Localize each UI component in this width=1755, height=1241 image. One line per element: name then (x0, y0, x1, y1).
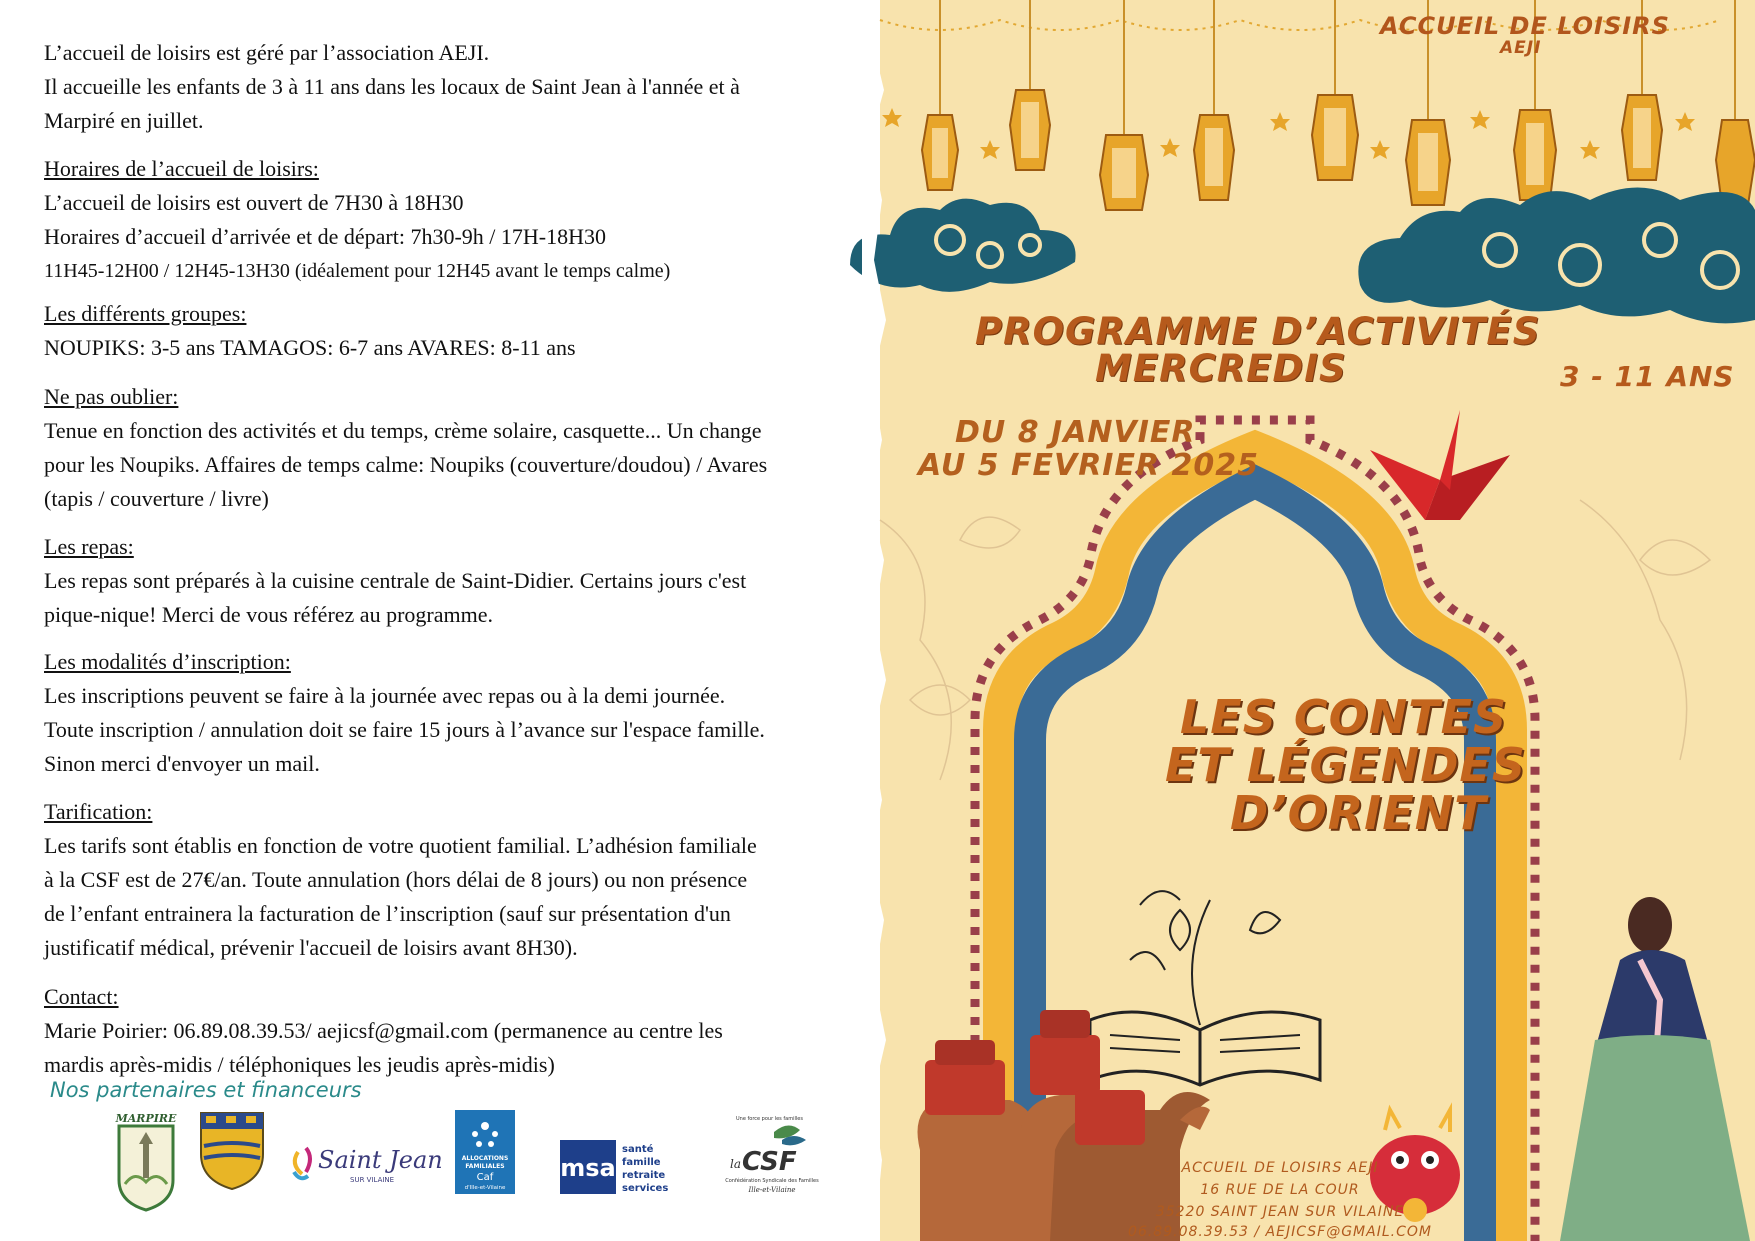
oublier-section (44, 380, 874, 516)
csf-logo (722, 1110, 822, 1204)
saint-jean-label: Saint Jean (318, 1146, 443, 1174)
poster-date-end: AU 5 FEVRIER 2025 (918, 448, 1259, 483)
horaires-line: Horaires d’accueil d’arrivée et de départ: 7h30-9h / 17H-18H30 (44, 224, 606, 249)
msa-word: santé (622, 1144, 654, 1155)
partners-title: Nos partenaires et financeurs (50, 1078, 362, 1102)
caf-line3: Caf (476, 1172, 494, 1183)
msa-word: services (622, 1183, 669, 1194)
tarification-line: Les tarifs sont établis en fonction de votre quotient familial. L’adhésion familiale (44, 833, 757, 858)
marpire-logo (115, 1110, 177, 1214)
groupes-heading: Les différents groupes: (44, 301, 247, 326)
poster-header: ACCUEIL DE LOISIRS (1380, 12, 1670, 40)
tarification-heading: Tarification: (44, 799, 153, 824)
csf-le: la (730, 1157, 741, 1171)
repas-line: Les repas sont préparés à la cuisine centrale de Saint-Didier. Certains jours c'est (44, 568, 747, 593)
poster-header-sub: AEJI (1500, 38, 1542, 58)
inscription-line: Les inscriptions peuvent se faire à la journée avec repas ou à la demi journée. (44, 683, 726, 708)
inscription-line: Toute inscription / annulation doit se faire 15 jours à l’avance sur l'espace famille. (44, 717, 765, 742)
open-book-icon (1090, 891, 1320, 1085)
inscription-heading: Les modalités d’inscription: (44, 649, 291, 674)
oublier-heading: Ne pas oublier: (44, 384, 179, 409)
lantern-icon (1010, 0, 1050, 170)
contact-heading: Contact: (44, 984, 119, 1009)
poster-address-line: 16 RUE DE LA COUR (1200, 1182, 1360, 1198)
saint-jean-sub: SUR VILAINE (350, 1176, 395, 1184)
horaires-section (44, 152, 874, 288)
lantern-icon (1100, 0, 1148, 210)
tarification-line: de l’enfant entrainera la facturation de l’inscription (sauf sur présentation d'un (44, 901, 731, 926)
saint-jean-logo (288, 1138, 443, 1188)
msa-word: retraite (622, 1170, 666, 1181)
poster-panel (880, 0, 1755, 1241)
poster-title: PROGRAMME D’ACTIVITÉS (975, 310, 1541, 353)
msa-logo (560, 1140, 680, 1194)
shield-logo (198, 1110, 266, 1192)
poster-address-line: 06.89.08.39.53 / AEJICSF@GMAIL.COM (1128, 1224, 1432, 1240)
csf-tag: Une force pour les familles (736, 1116, 803, 1122)
oublier-line: Tenue en fonction des activités et du temps, crème solaire, casquette... Un change (44, 418, 762, 443)
repas-line: pique-nique! Merci de vous référez au programme. (44, 602, 493, 627)
poster-age-range: 3 - 11 ANS (1560, 360, 1735, 393)
contact-section (44, 980, 874, 1082)
lantern-icon (1312, 0, 1358, 180)
poster-address-line: 35220 SAINT JEAN SUR VILAINE (1155, 1204, 1405, 1220)
poster-theme-line: D’ORIENT (1230, 786, 1487, 840)
woman-figure-icon (1560, 897, 1750, 1241)
caf-logo (455, 1110, 515, 1194)
csf-region: Ille-et-Vilaine (748, 1186, 796, 1194)
horaires-line: L’accueil de loisirs est ouvert de 7H30 à 18H30 (44, 190, 464, 215)
poster-theme-line: LES CONTES (1180, 690, 1508, 744)
intro-line: L’accueil de loisirs est géré par l’association AEJI. (44, 40, 490, 65)
cloud-right-icon (1358, 188, 1755, 324)
inscription-line: Sinon merci d'envoyer un mail. (44, 751, 320, 776)
intro-line: Il accueille les enfants de 3 à 11 ans dans les locaux de Saint Jean à l'année et à (44, 74, 740, 99)
tarification-line: justificatif médical, prévenir l'accueil de loisirs avant 8H30). (44, 935, 578, 960)
caf-line2: FAMILIALES (465, 1163, 505, 1170)
intro-line: Marpiré en juillet. (44, 108, 204, 133)
intro-section (44, 36, 874, 138)
csf-sub: Confédération Syndicale des Familles (725, 1178, 819, 1184)
poster-address-line: ACCUEIL DE LOISIRS AEJI (1181, 1160, 1379, 1176)
origami-crane-icon (1370, 410, 1510, 520)
contact-line: Marie Poirier: 06.89.08.39.53/ aejicsf@gmail.com (permanence au centre les (44, 1018, 723, 1043)
oublier-line: pour les Noupiks. Affaires de temps calme: Noupiks (couverture/doudou) / Avares (44, 452, 768, 477)
horaires-heading: Horaires de l’accueil de loisirs: (44, 156, 319, 181)
lantern-icon (922, 0, 958, 190)
groupes-section (44, 297, 874, 365)
torn-paper-edge (862, 0, 902, 1241)
groupes-line: NOUPIKS: 3-5 ans TAMAGOS: 6-7 ans AVARES: 8-11 ans (44, 335, 576, 360)
caf-line1: ALLOCATIONS (461, 1155, 509, 1162)
csf-label: CSF (742, 1147, 797, 1177)
tarification-section (44, 795, 874, 965)
lantern-icon (1194, 0, 1234, 200)
msa-label: msa (560, 1154, 616, 1182)
marpire-logo-label: MARPIRE (115, 1112, 177, 1125)
poster-theme-line: ET LÉGENDES (1165, 738, 1526, 792)
oublier-line: (tapis / couverture / livre) (44, 486, 269, 511)
inscription-section (44, 645, 874, 781)
poster-date-start: DU 8 JANVIER (955, 415, 1196, 450)
horaires-line: 11H45-12H00 / 12H45-13H30 (idéalement pour 12H45 avant le temps calme) (44, 260, 671, 282)
repas-heading: Les repas: (44, 534, 134, 559)
star-icons (882, 108, 1695, 159)
contact-line: mardis après-midis / téléphoniques les jeudis après-midis) (44, 1052, 555, 1077)
poster-artwork (880, 0, 1755, 1241)
msa-word: famille (622, 1157, 661, 1168)
caf-line4: d'Ille-et-Vilaine (464, 1185, 506, 1191)
lantern-icon (1716, 0, 1755, 205)
repas-section (44, 530, 874, 632)
tarification-line: à la CSF est de 27€/an. Toute annulation (hors délai de 8 jours) ou non présence (44, 867, 748, 892)
poster-subtitle: MERCREDIS (1095, 347, 1347, 390)
